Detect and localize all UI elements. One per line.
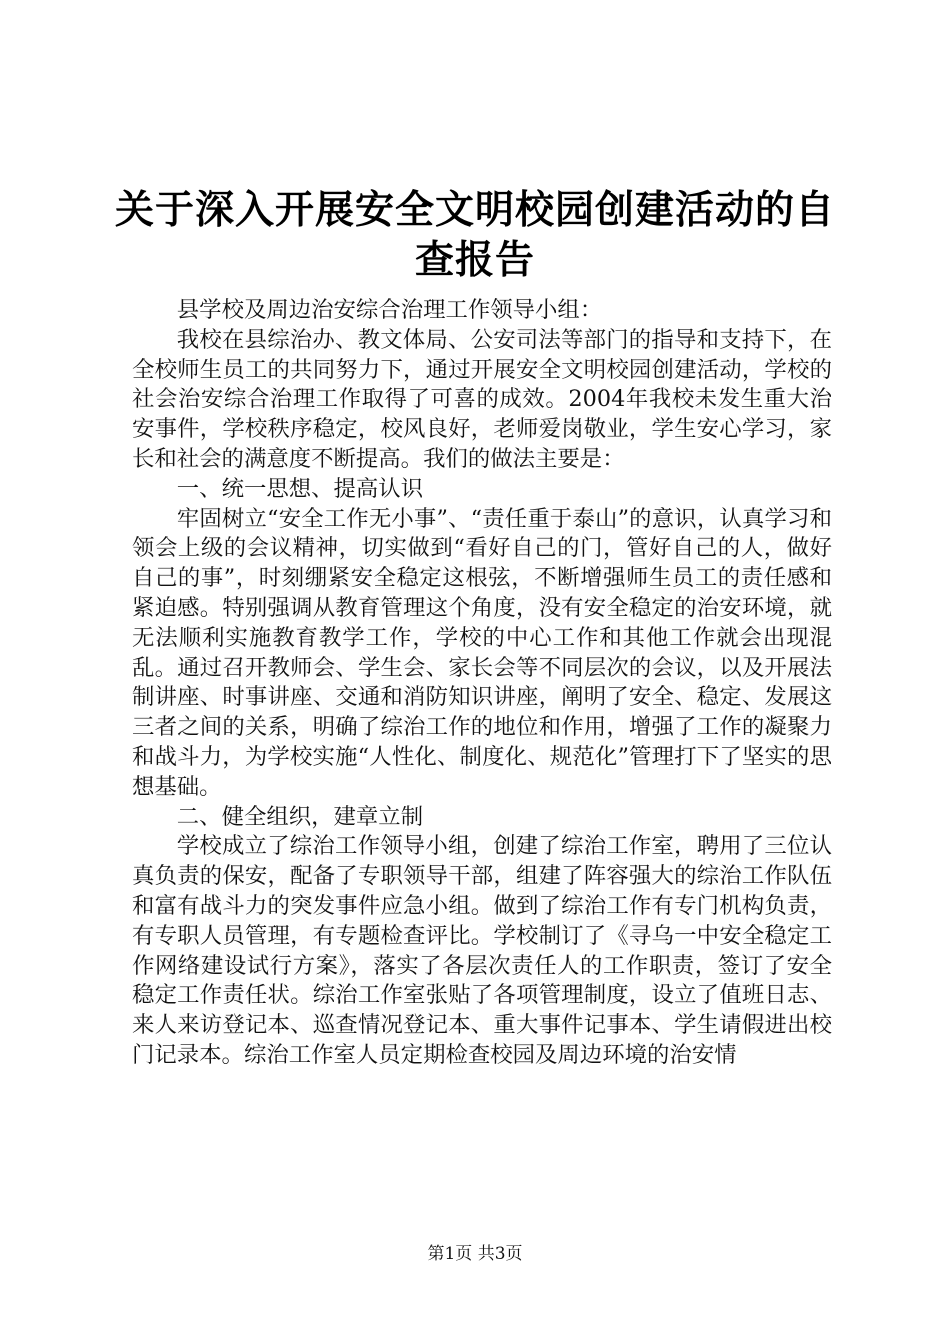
section-1-paragraph: 牢固树立“安全工作无小事”、“责任重于泰山”的意识，认真学习和领会上级的会议精神，切实做到“看好自己的门，管好自己的人，做好自己的事”，时刻绷紧安全稳定这根弦，不断增强师生员工的责任感和紧迫感。特别强调从教育管理这个角度，没有安全稳定的治安环境，就无法顺利实施教育教学工作，学校的中心工作和其他工作就会出现混乱。通过召开教师会、学生会、家长会等不同层次的会议，以及开展法制讲座、时事讲座、交通和消防知识讲座，阐明了安全、稳定、发展这三者之间的关系，明确了综治工作的地位和作用，增强了工作的凝聚力和战斗力，为学校实施“人性化、制度化、规范化”管理打下了坚实的思想基础。	[132, 505, 832, 800]
section-heading-1: 一、统一思想、提高认识	[176, 475, 424, 502]
page-number-footer: 第1页 共3页	[427, 1244, 523, 1264]
document-title: 关于深入开展安全文明校园创建活动的自查报告	[114, 188, 835, 283]
section-2-paragraph: 学校成立了综治工作领导小组，创建了综治工作室，聘用了三位认真负责的保安，配备了专职领导干部，组建了阵容强大的综治工作队伍和富有战斗力的突发事件应急小组。做到了综治工作有专门机构负责，有专职人员管理，有专题检查评比。学校制订了《寻乌一中安全稳定工作网络建设试行方案》，落实了各层次责任人的工作职责，签订了安全稳定工作责任状。综治工作室张贴了各项管理制度，设立了值班日志、来人来访登记本、巡查情况登记本、重大事件记事本、学生请假进出校门记录本。综治工作室人员定期检查校园及周边环境的治安情	[132, 833, 832, 1068]
section-heading-2: 二、健全组织，建章立制	[176, 803, 424, 830]
document-body	[132, 296, 832, 1071]
salutation: 县学校及周边治安综合治理工作领导小组：	[176, 297, 603, 323]
intro-paragraph: 我校在县综治办、教文体局、公安司法等部门的指导和支持下，在全校师生员工的共同努力下，通过开展安全文明校园创建活动，学校的社会治安综合治理工作取得了可喜的成效。2004年我校未发生重大治安事件，学校秩序稳定，校风良好，老师爱岗敬业，学生安心学习，家长和社会的满意度不断提高。我们的做法主要是：	[132, 326, 832, 472]
